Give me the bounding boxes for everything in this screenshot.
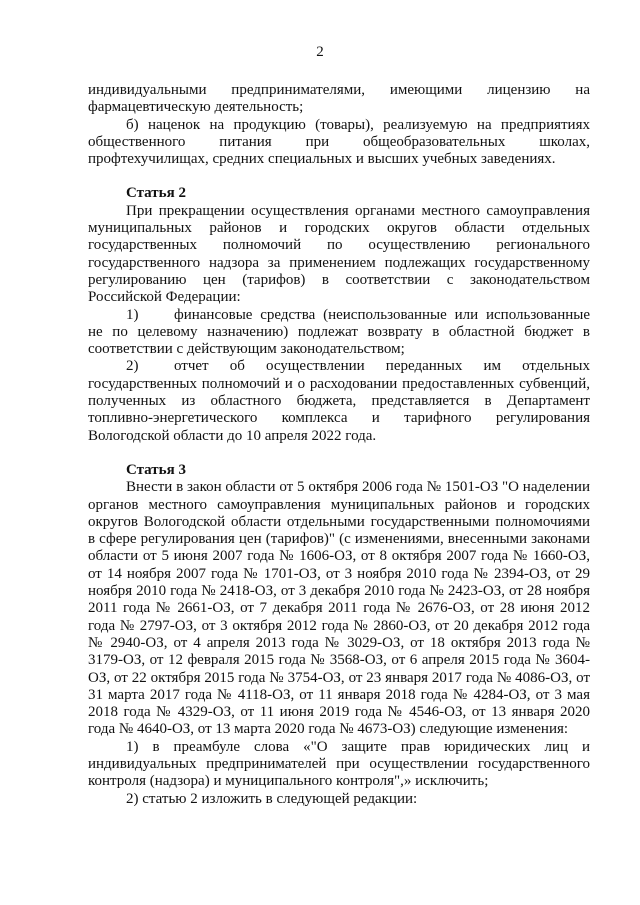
spacer	[88, 445, 590, 462]
document-body	[88, 82, 590, 808]
item-text: отчет об осуществлении переданных им отдельных государственных полномочий и о расходовании предоставленных субвенций, полученных из областного бюджета, представляется в Департамент топливно-энергетического комплекса и тарифного регулирования Вологодской области до 10 апреля 2022 года.	[88, 358, 590, 444]
item-number: 2)	[126, 358, 139, 375]
article-3-intro: Внести в закон области от 5 октября 2006 года № 1501-ОЗ "О наделении органов местного самоуправления муниципальных районов и городских округов Вологодской области отдельными государственными полномочиями в сфере регулирования цен (тарифов)" (с изменениями, внесенными законами области от 5 июня 2007 года № 1606-ОЗ, от 8 октября 2007 года № 1660-ОЗ, от 14 ноября 2007 года № 1701-ОЗ, от 3 ноября 2010 года № 2394-ОЗ, от 29 ноября 2010 года № 2418-ОЗ, от 3 декабря 2010 года № 2423-ОЗ, от 28 ноября 2011 года № 2661-ОЗ, от 7 декабря 2011 года № 2676-ОЗ, от 28 июня 2012 года № 2797-ОЗ, от 3 октября 2012 года № 2860-ОЗ, от 20 декабря 2012 года № 2940-ОЗ, от 4 апреля 2013 года № 3029-ОЗ, от 18 октября 2013 года № 3179-ОЗ, от 12 февраля 2015 года № 3568-ОЗ, от 6 апреля 2015 года № 3604-ОЗ, от 22 октября 2015 года № 3754-ОЗ, от 23 января 2017 года № 4086-ОЗ, от 31 марта 2017 года № 4118-ОЗ, от 11 января 2018 года № 4284-ОЗ, от 3 мая 2018 года № 4329-ОЗ, от 11 июня 2019 года № 4546-ОЗ, от 13 января 2020 года № 4640-ОЗ, от 13 марта 2020 года № 4673-ОЗ) следующие изменения:	[88, 479, 590, 738]
article-3-heading: Статья 3	[126, 461, 186, 478]
article-3-item-2: 2) статью 2 изложить в следующей редакции:	[126, 790, 418, 807]
item-text: финансовые средства (неиспользованные или использованные не по целевому назначению) подлежат возврату в областной бюджет в соответствии с действующим законодательством;	[88, 306, 590, 358]
page-number: 2	[316, 44, 324, 60]
spacer	[88, 168, 590, 185]
article-2-item-1	[88, 307, 590, 359]
article-2-heading: Статья 2	[126, 185, 186, 202]
article-3-item-1: 1) в преамбуле слова «"О защите прав юридических лиц и индивидуальных предпринимателей при осуществлении государственного контроля (надзора) и муниципального контроля",» исключить;	[88, 738, 590, 790]
article-2-item-2	[88, 358, 590, 444]
continuation-paragraph: индивидуальными предпринимателями, имеющими лицензию на фармацевтическую деятельность;	[88, 82, 590, 116]
article-2-intro: При прекращении осуществления органами местного самоуправления муниципальных районов и городских округов области отдельных государственных полномочий по осуществлению регионального государственного надзора за применением подлежащих государственному регулированию цен (тарифов) в соответствии с законодательством Российской Федерации:	[88, 202, 590, 306]
item-number: 1)	[126, 306, 139, 323]
continuation-paragraph-b: б) наценок на продукцию (товары), реализуемую на предприятиях общественного питания при общеобразовательных школах, профтехучилищах, средних специальных и высших учебных заведениях.	[88, 116, 590, 168]
